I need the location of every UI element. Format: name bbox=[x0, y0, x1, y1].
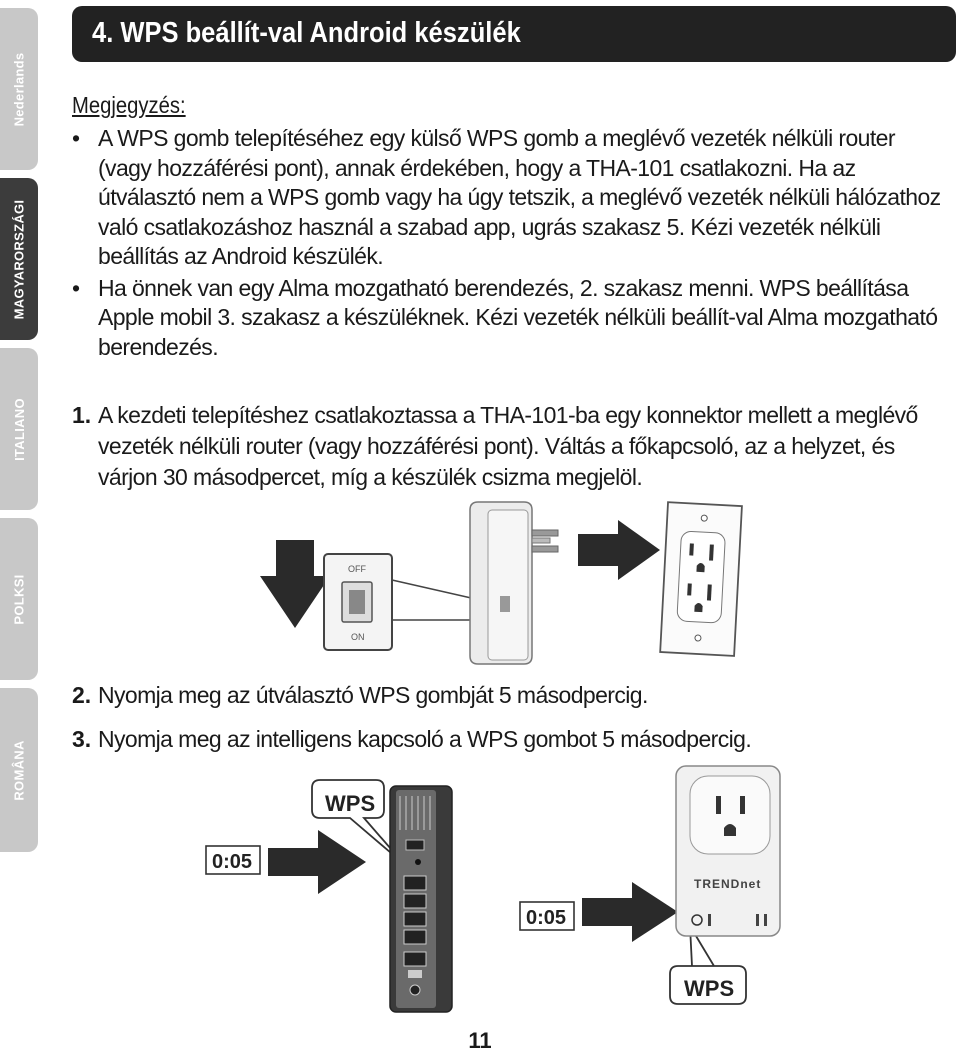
switch-on-label: ON bbox=[351, 632, 365, 642]
tab-italiano[interactable]: ITALIANO bbox=[0, 348, 38, 510]
switch-off-label: OFF bbox=[348, 564, 366, 574]
right-arrow-icon bbox=[582, 882, 678, 942]
zoom-connector-top bbox=[392, 580, 480, 600]
timer-label: 0:05 bbox=[526, 907, 567, 929]
tab-magyarorszagi[interactable]: MAGYARORSZÁGI bbox=[0, 178, 38, 340]
timer-label: 0:05 bbox=[212, 851, 253, 873]
figure-2 bbox=[206, 780, 452, 1012]
wps-callout-label: WPS bbox=[325, 791, 376, 816]
brand-logo: TRENDnet bbox=[694, 877, 762, 891]
outlet-face bbox=[690, 776, 770, 854]
tab-nederlands[interactable]: Nederlands bbox=[0, 8, 38, 170]
figure-1 bbox=[260, 502, 742, 664]
tab-romana[interactable]: ROMÂNA bbox=[0, 688, 38, 852]
step-3: 3. Nyomja meg az intelligens kapcsoló a WPS gombot 5 másodpercig. bbox=[72, 726, 752, 752]
section-title: 4. WPS beállít-val Android készülék bbox=[92, 17, 521, 49]
note-title: Megjegyzés: bbox=[72, 92, 186, 118]
note-bullet-1: • A WPS gomb telepítéséhez egy külső WPS gomb a meglévő vezeték nélküli router (vagy hozzáférési pont), annak érdekében, hogy a THA-101 csatlakozni. Ha az útválasztó nem a WPS gomb vagy ha úgy tetszik, a meglévő vezeték nélküli hálózathoz való csatlakozáshoz használ a szabad app, ugrás szakasz 5. Kézi vezeték nélküli beállítás az Android készülék. bbox=[72, 125, 941, 269]
smart-plug-face bbox=[488, 510, 528, 660]
figure-3 bbox=[520, 766, 780, 1004]
step-2: 2. Nyomja meg az útválasztó WPS gombját 5 másodpercig. bbox=[72, 682, 648, 708]
router-device bbox=[390, 786, 452, 1012]
rocker-switch-knob bbox=[349, 590, 365, 614]
plug-prongs-icon bbox=[532, 530, 558, 552]
step-1: 1. A kezdeti telepítéshez csatlakoztassa a THA-101-ba egy konnektor mellett a meglévő vezeték nélküli router (vagy hozzáférési pont). Váltás a főkapcsoló, az a helyzet, és várjon 30 másodpercet, míg a készülék csizma megjelöl. bbox=[72, 402, 918, 490]
tab-polksi[interactable]: POLKSI bbox=[0, 518, 38, 680]
smart-plug-switch bbox=[500, 596, 510, 612]
wps-button-dot bbox=[415, 859, 421, 865]
page-number: 11 bbox=[468, 1028, 492, 1053]
down-arrow-icon bbox=[260, 540, 330, 628]
note-bullet-2: • Ha önnek van egy Alma mozgatható berendezés, 2. szakasz menni. WPS beállítása Apple mobil 3. szakasz a készüléknek. Kézi vezeték nélküli beállít-val Alma mozgatható berendezés. bbox=[72, 274, 938, 360]
wall-outlet bbox=[660, 502, 742, 656]
wps-callout-label: WPS bbox=[684, 976, 735, 1001]
right-arrow-icon bbox=[578, 520, 660, 580]
right-arrow-icon bbox=[268, 830, 366, 894]
